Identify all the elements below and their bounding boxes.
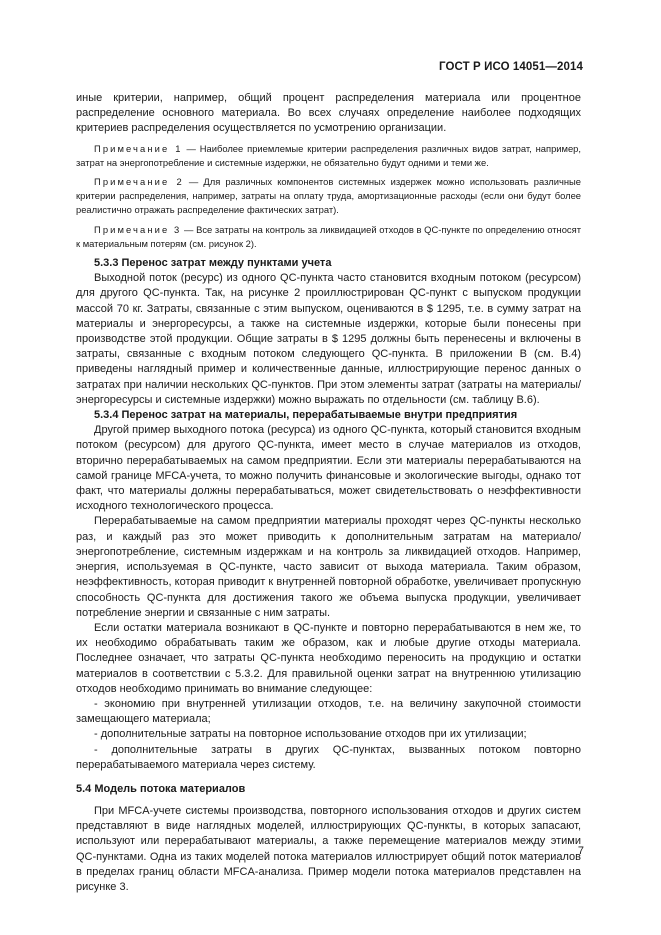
note-3 (76, 223, 581, 251)
list-item: - дополнительные затраты на повторное использование отходов при их утилизации; (94, 728, 527, 741)
note-2 (76, 175, 581, 218)
section-5-3-4-paragraph-2: Перерабатываемые на самом предприятии материалы проходят через QC-пункты несколько раз, и каждый раз это может приводить к дополнительным затратам на материало/энергопотребление, системным издержкам и на контроль за ликвидацией отходов. Например, энергия, используемая в QC-пункте, часто зависит от выхода материала. Таким образом, неэффективность, которая приводит к внутренней повторной обработке, увеличивает пропускную способность QC-пункта для достижения такого же объема выпуска продукции, увеличивает потребление энергии и связанные с ним затраты. (76, 515, 581, 619)
section-5-4-paragraph: При MFCA-учете системы производства, повторного использования отходов и других систем представляют в виде наглядных моделей, иллюстрирующих QC-пункты, в которых запасают, используют или перерабатывают материалы, а также перемещение материалов между этими QC-пунктами. Одна из таких моделей потока материалов иллюстрирует общий поток материалов в пределах границ области MFCA-анализа. Пример модели потока материалов представлен на рисунке 3. (76, 804, 581, 893)
note-label: Примечание 2 (94, 176, 184, 188)
document-header: ГОСТ Р ИСО 14051—2014 (438, 61, 583, 73)
note-text: — Для различных компонентов системных издержек можно использовать различные критерии распределения, например, затраты на оплату труда, амортизационные расходы (если они будут более реалистично отражать распределение фактических затрат). (76, 176, 581, 216)
section-5-3-3-heading: 5.3.3 Перенос затрат между пунктами учета (94, 257, 332, 270)
section-5-3-4-paragraph-3: Если остатки материала возникают в QC-пункте и повторно перерабатываются в нем же, то их необходимо обрабатывать таким же образом, как и любые другие отходы материала. Последнее означает, что затраты QC-пункта необходимо переносить на продукцию и остатки материалов в соответствии с 5.3.2. Для правильной оценки затрат на внутреннюю утилизацию отходов необходимо принимать во внимание следующее: (76, 621, 581, 695)
list-item: - экономию при внутренней утилизации отходов, т.е. на величину закупочной стоимости замещающего материала; (76, 697, 581, 726)
section-5-3-4-heading: 5.3.4 Перенос затрат на материалы, перерабатываемые внутри предприятия (94, 409, 518, 422)
note-1 (76, 142, 581, 170)
note-text: — Наиболее приемлемые критерии распределения различных видов затрат, например, затрат на энергопотребление и системные издержки, не обязательно будут одними и теми же. (76, 142, 581, 168)
note-text: — Все затраты на контроль за ликвидацией отходов в QC-пункте по определению относят к материальным потерям (см. рисунок 2). (76, 223, 581, 249)
note-label: Примечание 1 (94, 142, 183, 154)
list-item: - дополнительные затраты в других QC-пунктах, вызванных потоком повторно перерабатываемого материала через систему. (76, 743, 581, 771)
section-5-3-4-paragraph-1: Другой пример выходного потока (ресурса) из одного QC-пункта, который становится входным потоком (ресурсом) для другого QC-пункта, имеет место в случае материалов из отходов, вторично перерабатываемых на самом предприятии. Если эти материалы перерабатываются на самой границе MFCA-учета, то можно получить финансовые и экологические выгоды, однако тот факт, что материалы должны перерабатываться, может свидетельствовать о неэффективности исходного технологического процесса. (76, 424, 581, 513)
page-content (76, 91, 581, 895)
page-number: 7 (577, 845, 584, 857)
intro-paragraph: иные критерии, например, общий процент распределения материала или процентное распределение основного материала. Во всех случаях определение наиболее подходящих критериев распределения осуществляется по усмотрению организации. (76, 92, 581, 135)
section-5-4-heading: 5.4 Модель потока материалов (76, 782, 246, 795)
note-label: Примечание 3 (94, 223, 182, 235)
section-5-3-3-paragraph: Выходной поток (ресурс) из одного QC-пункта часто становится входным потоком (ресурсом) для другого QC-пункта. Так, на рисунке 2 проиллюстрирован QC-пункт с выпуском продукции массой 70 кг. Затраты, связанные с этим выпуском, оцениваются в $ 1295, т.е. в сумму затрат на материалы и энергоресурсы, а также на системные издержки, которые были понесены при производстве этой продукции. Общие затраты в $ 1295 должны быть перенесены и включены в затраты, связанные с входным потоком следующего QC-пункта. В приложении В (см. В.4) приведены наглядный пример и количественные данные, иллюстрирующие перенос данных о затратах при наличии нескольких QC-пунктов. При этом элементы затрат (затраты на материалы/энергоресурсы и системные издержки) можно выражать по отдельности (см. таблицу В.6). (76, 272, 581, 406)
